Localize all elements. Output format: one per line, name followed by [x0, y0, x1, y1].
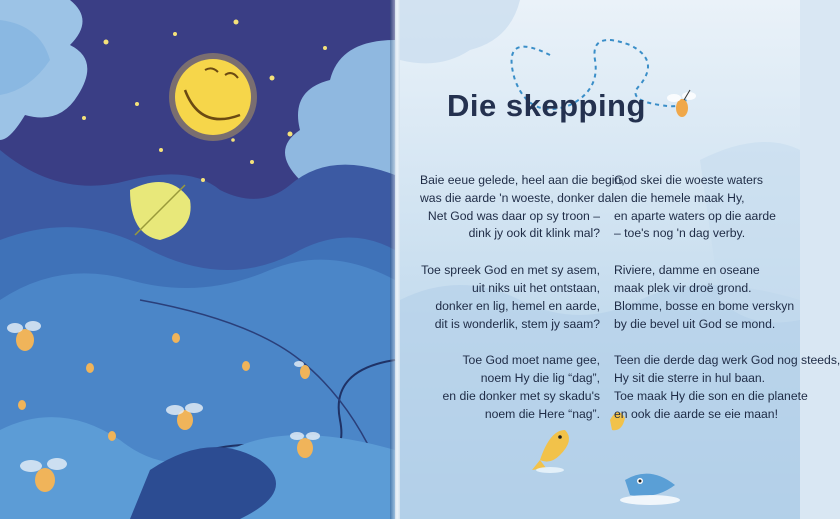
- firefly-icon: [667, 90, 696, 117]
- poem-line: maak plek vir droë grond.: [614, 280, 752, 295]
- night-sky-illustration: [0, 0, 395, 519]
- poem-line: Toe spreek God en met sy asem,: [421, 263, 600, 278]
- poem-line: en die donker met sy skadu's: [442, 388, 600, 403]
- stanza: [420, 172, 625, 243]
- stanza: [420, 262, 600, 333]
- poem-line: en die hemele maak Hy,: [614, 190, 745, 205]
- poem-line: Toe God moet name gee,: [462, 353, 600, 368]
- poem-line: Hy sit die sterre in hul baan.: [614, 371, 766, 386]
- poem-line: Net God was daar op sy troon –: [427, 208, 600, 223]
- poem-line: God skei die woeste waters: [614, 173, 764, 187]
- poem-line: Riviere, damme en oseane: [614, 263, 760, 278]
- poem-line: Teen die derde dag werk God nog steeds,: [614, 353, 840, 368]
- poem-line: – toe's nog 'n dag verby.: [614, 226, 746, 241]
- stanza: [614, 262, 794, 333]
- stanza: [420, 352, 600, 423]
- smiling-moon: [169, 53, 257, 141]
- poem-line: noem Hy die lig “dag”,: [480, 371, 600, 386]
- poem-column-right: [614, 172, 840, 443]
- page-title: Die skepping: [447, 88, 646, 123]
- poem-line: by die bevel uit God se mond.: [614, 316, 776, 331]
- poem-line: dit is wonderlik, stem jy saam?: [434, 316, 600, 331]
- poem-line: en aparte waters op die aarde: [614, 208, 776, 223]
- right-page-text: [400, 0, 840, 519]
- poem-line: en ook die aarde se eie maan!: [614, 406, 778, 421]
- poem-column-left: [420, 172, 625, 443]
- poem-line: was die aarde 'n woeste, donker dal.: [420, 190, 618, 205]
- poem-line: Toe maak Hy die son en die planete: [614, 388, 808, 403]
- poem-line: donker en lig, hemel en aarde,: [435, 298, 600, 313]
- poem-line: uit niks uit het ontstaan,: [471, 280, 600, 295]
- stanza: [614, 352, 840, 423]
- poem-line: dink jy ook dit klink mal?: [468, 226, 600, 241]
- poem-line: noem die Here “nag”.: [484, 406, 600, 421]
- poem-line: Baie eeue gelede, heel aan die begin,: [420, 173, 625, 187]
- left-page-illustration: [0, 0, 395, 519]
- stanza: [614, 172, 794, 243]
- poem-line: Blomme, bosse en bome verskyn: [614, 298, 795, 313]
